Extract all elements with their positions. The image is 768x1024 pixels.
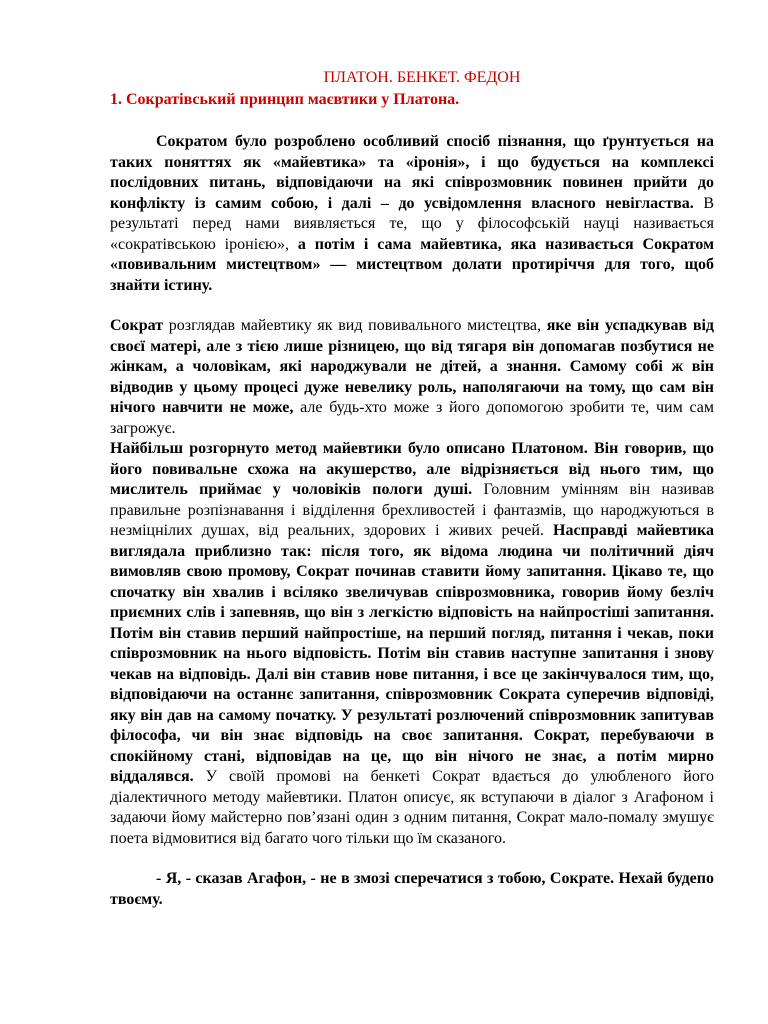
paragraph-3-regular-1: Головним умінням він називав правильне розпізнавання і відділення брехливостей і фантазмів, що народжуються в незміцнілих душах, від реальних, здорових і живих речей. [110, 481, 714, 539]
paragraph-1-regular: В результаті перед нами виявляється те, що у філософській науці називається «сократівською іронією», [110, 194, 715, 253]
paragraph-1-bold-1: Сократом було розроблено особливий спосіб пізнання, що ґрунтується на таких поняттях як «майевтика» та «іронія», і що будується на комплексі послідовних питань, відповідаючи на які співрозмовник повинен прийти до конфлікту із самим собою, і далі – до усвідомлення власного невігластва. [110, 133, 714, 212]
paragraph-1-bold-2: а потім і сама майевтика, яка називається Сократом «повивальним мистецтвом» — мистецтвом долати протиріччя для того, щоб знайти істину. [110, 235, 715, 294]
section-heading: 1. Сократівський принцип маєвтики у Платона. [110, 91, 460, 108]
paragraph-1 [110, 132, 714, 296]
paragraph-2 [110, 316, 714, 439]
paragraph-2-bold-1: Сократ [110, 317, 164, 334]
document-page [110, 68, 714, 910]
paragraph-4-dialogue [110, 869, 714, 910]
paragraph-3-bold-2: Насправді майевтика виглядала приблизно так: після того, як відома людина чи політичний діяч вимовляв свою промову, Сократ починав ставити йому запитання. Цікаво те, що спочатку він хвалив і всіляко звеличував співрозмовника, говорив йому безліч приємних слів і запевняв, що він з легкістю відповість на найпростіші запитання. Потім він ставив перший найпростіше, на перший погляд, питання і чекав, поки співрозмовник на нього відповість. Потім він ставив наступне запитання і знову чекав на відповідь. Далі він ставив нове питання, і все це закінчувалося тим, що, відповідаючи на останнє запитання, співрозмовник Сократа суперечив відповіді, яку він дав на самому початку. У результаті розлючений співрозмовник запитував філософа, чи він знає відповідь на своє запитання. Сократ, перебуваючи в спокійному стані, відповідав на це, що він нічого не знає, а потім мирно віддалявся. [110, 522, 715, 785]
paragraph-3-bold-1: Найбільш розгорнуто метод майевтики було описано Платоном. Він говорив, що його повивальне схожа на акушерство, але відрізняється від нього тим, що мислитель приймає у чоловіків пологи душі. [110, 440, 714, 498]
paragraph-2-regular-1: розглядав майевтику як вид повивального мистецтва, [163, 317, 547, 334]
paragraph-2-regular-2: але будь-хто може з його допомогою зробити те, чим сам загрожує. [110, 399, 714, 437]
paragraph-3 [110, 439, 714, 849]
paragraph-4-bold: - Я, - сказав Агафон, - не в змозі сперечатися з тобою, Сократе. Нехай будепо твоєму. [110, 870, 714, 908]
document-title: ПЛАТОН. БЕНКЕТ. ФЕДОН [323, 69, 521, 86]
paragraph-2-bold-2: яке він успадкував від своєї матері, але з тією лише різницею, що від тягаря він допомагав позбутися не жінкам, а чоловікам, які народжували не дітей, а знання. Самому собі ж він відводив у цьому процесі дуже невелику роль, наполягаючи на тому, що сам він нічого навчити не може, [110, 317, 715, 416]
paragraph-3-regular-2: У своїй промові на бенкеті Сократ вдається до улюбленого його діалектичного методу майевтики. Платон описує, як вступаючи в діалог з Агафоном і задаючи йому майстерно пов’язані один з одним питання, Сократ мало-помалу змушує поета відмовитися від багато чого тільки що їм сказаного. [110, 768, 714, 847]
